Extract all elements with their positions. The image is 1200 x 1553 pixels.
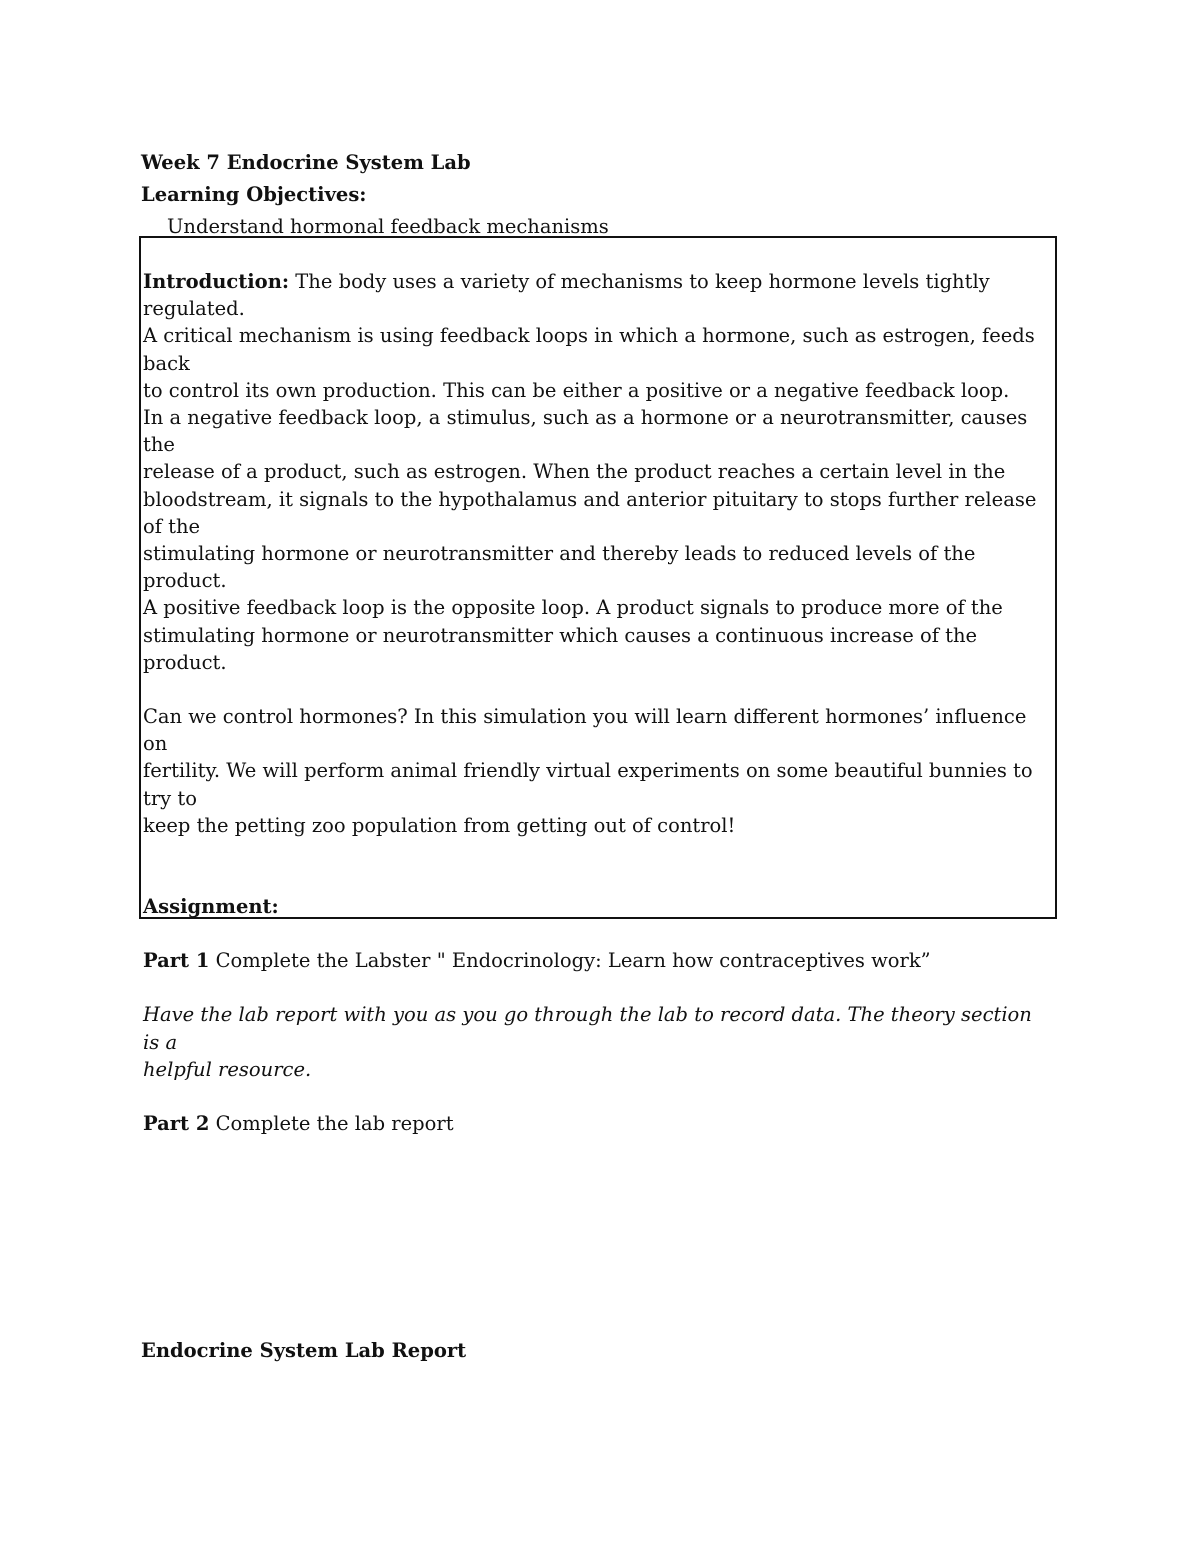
page-title: Week 7 Endocrine System Lab: [141, 151, 471, 174]
objective-item: Understand hormonal feedback mechanisms: [167, 215, 609, 238]
intro-line: release of a product, such as estrogen. When the product reaches a certain level in the: [143, 460, 1006, 484]
instructions-content: [141, 238, 1055, 1137]
intro-line: bloodstream, it signals to the hypothalamus and anterior pituitary to stops further release of the: [143, 487, 1037, 538]
intro-line: A positive feedback loop is the opposite loop. A product signals to produce more of the: [143, 596, 1003, 620]
spacer: [143, 1083, 1051, 1110]
instructions-box: [139, 236, 1057, 1136]
intro-line: In a negative feedback loop, a stimulus, such as a hormone or a neurotransmitter, causes the: [143, 406, 1028, 457]
part1-label: Part 1: [143, 949, 210, 973]
part2-text: Complete the lab report: [209, 1112, 454, 1136]
part2-label: Part 2: [143, 1112, 210, 1136]
intro-text: The body uses a variety of mechanisms to keep hormone levels tightly regulated.: [143, 270, 990, 321]
intro-line: stimulating hormone or neurotransmitter which causes a continuous increase of the product.: [143, 623, 978, 674]
control-line: keep the petting zoo population from getting out of control!: [143, 813, 736, 837]
spacer: [143, 920, 1051, 947]
note-line: Have the lab report with you as you go through the lab to record data. The theory section is a: [143, 1003, 1032, 1054]
part2-line: [143, 1110, 1051, 1137]
intro-label: Introduction:: [143, 270, 290, 293]
spacer: [143, 974, 1051, 1001]
control-line: fertility. We will perform animal friendly virtual experiments on some beautiful bunnies to try to: [143, 759, 1033, 810]
note-line: helpful resource.: [143, 1057, 312, 1081]
intro-line: to control its own production. This can be either a positive or a negative feedback loop.: [143, 378, 1010, 402]
objectives-heading: Learning Objectives:: [141, 183, 367, 206]
report-title: Endocrine System Lab Report: [141, 1339, 467, 1362]
spacer: [143, 839, 1051, 893]
document-header: [141, 147, 1061, 243]
intro-line: [143, 268, 1051, 322]
assignment-heading: Assignment:: [143, 895, 279, 919]
spacer: [143, 676, 1051, 703]
part1-text: Complete the Labster " Endocrinology: Learn how contraceptives work”: [209, 949, 931, 973]
control-line: Can we control hormones? In this simulation you will learn different hormones’ influence on: [143, 705, 1027, 756]
part1-line: [143, 947, 1051, 974]
intro-line: stimulating hormone or neurotransmitter and thereby leads to reduced levels of the product.: [143, 542, 976, 593]
intro-line: A critical mechanism is using feedback loops in which a hormone, such as estrogen, feeds back: [143, 324, 1035, 375]
